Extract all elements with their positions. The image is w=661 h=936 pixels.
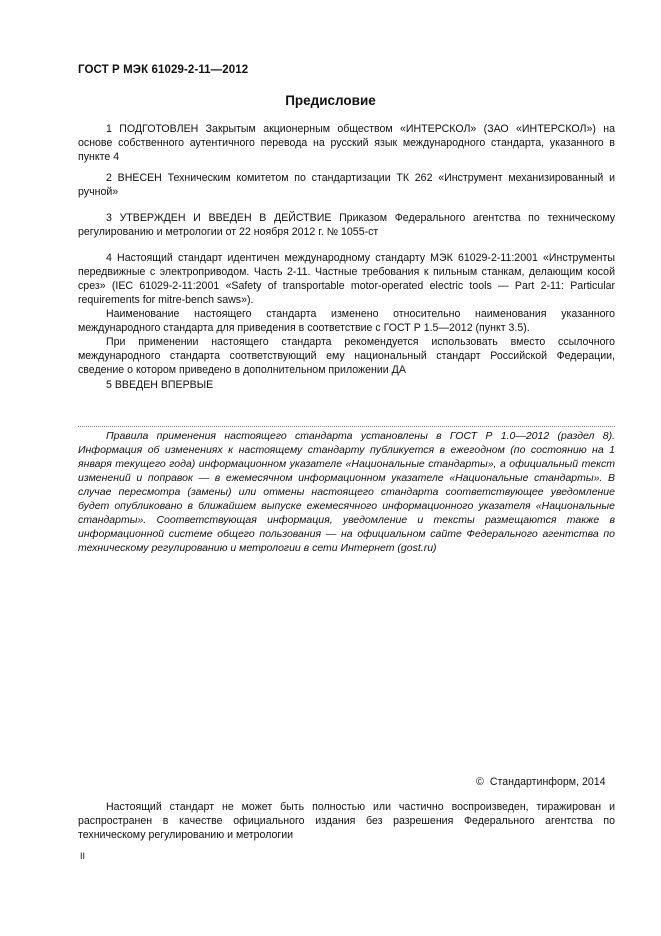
application-rules-notice xyxy=(78,429,615,555)
copyright-icon: © xyxy=(476,776,484,788)
rights-notice xyxy=(78,800,615,842)
section-title: Предисловие xyxy=(285,93,376,108)
copyright-text: Стандартинформ, 2014 xyxy=(489,776,606,788)
section-5 xyxy=(78,378,615,392)
copyright-line xyxy=(476,776,606,788)
page-number: II xyxy=(80,851,86,861)
section-4-reference-text: При применении настоящего стандарта рекомендуется использовать вместо ссылочного международного стандарта соответствующий ему национальный стандарт Российской Федерации, сведение о котором приведено в дополнительном приложении ДА xyxy=(78,336,615,376)
section-2-text: 2 ВНЕСЕН Техническим комитетом по стандартизации ТК 262 «Инструмент механизированный и ручной» xyxy=(78,172,615,198)
rights-notice-text: Настоящий стандарт не может быть полностью или частично воспроизведен, тиражирован и распространен в качестве официального издания без разрешения Федерального агентства по техническому регулированию и метрологии xyxy=(78,801,615,841)
section-4 xyxy=(78,251,615,377)
dotted-separator xyxy=(78,426,615,427)
section-1-text: 1 ПОДГОТОВЛЕН Закрытым акционерным обществом «ИНТЕРСКОЛ» (ЗАО «ИНТЕРСКОЛ») на основе собственного аутентичного перевода на русский язык международного стандарта, указанного в пункте 4 xyxy=(78,123,615,163)
notice-text: Правила применения настоящего стандарта установлены в ГОСТ Р 1.0—2012 (раздел 8). Информация об изменениях к настоящему стандарту публикуется в ежегодном (по состоянию на 1 января текущего года) информационном указателе «Национальные стандарты», а официальный текст изменений и поправок — в ежемесячном информационном указателе «Национальные стандарты». В случае пересмотра (замены) или отмены настоящего стандарта соответствующее уведомление будет опубликовано в ближайшем выпуске ежемесячного информационного указателя «Национальные стандарты». Соответствующая информация, уведомление и тексты размещаются также в информационной системе общего пользования — на официальном сайте Федерального агентства по техническому регулированию и метрологии в сети Интернет (gost.ru) xyxy=(78,430,615,554)
section-2 xyxy=(78,171,615,199)
section-3 xyxy=(78,211,615,239)
section-3-text: 3 УТВЕРЖДЕН И ВВЕДЕН В ДЕЙСТВИЕ Приказом Федерального агентства по техническому регулированию и метрологии от 22 ноября 2012 г. № 1055-ст xyxy=(78,212,615,238)
section-5-text: 5 ВВЕДЕН ВПЕРВЫЕ xyxy=(106,379,214,391)
standard-code-header: ГОСТ Р МЭК 61029-2-11—2012 xyxy=(78,64,249,76)
section-4-text: 4 Настоящий стандарт идентичен международному стандарту МЭК 61029-2-11:2001 «Инструменты передвижные с электроприводом. Часть 2-11. Частные требования к пильным станкам, делающим косой срез» (IEC 61029-2-11:2001 «Safety of transportable motor-operated electric tools — Part 2-11: Particular requirements for mitre-bench saws»). xyxy=(78,252,615,306)
section-4-name-change-text: Наименование настоящего стандарта изменено относительно наименования указанного международного стандарта для приведения в соответствие с ГОСТ Р 1.5—2012 (пункт 3.5). xyxy=(78,308,615,334)
section-1 xyxy=(78,122,615,164)
